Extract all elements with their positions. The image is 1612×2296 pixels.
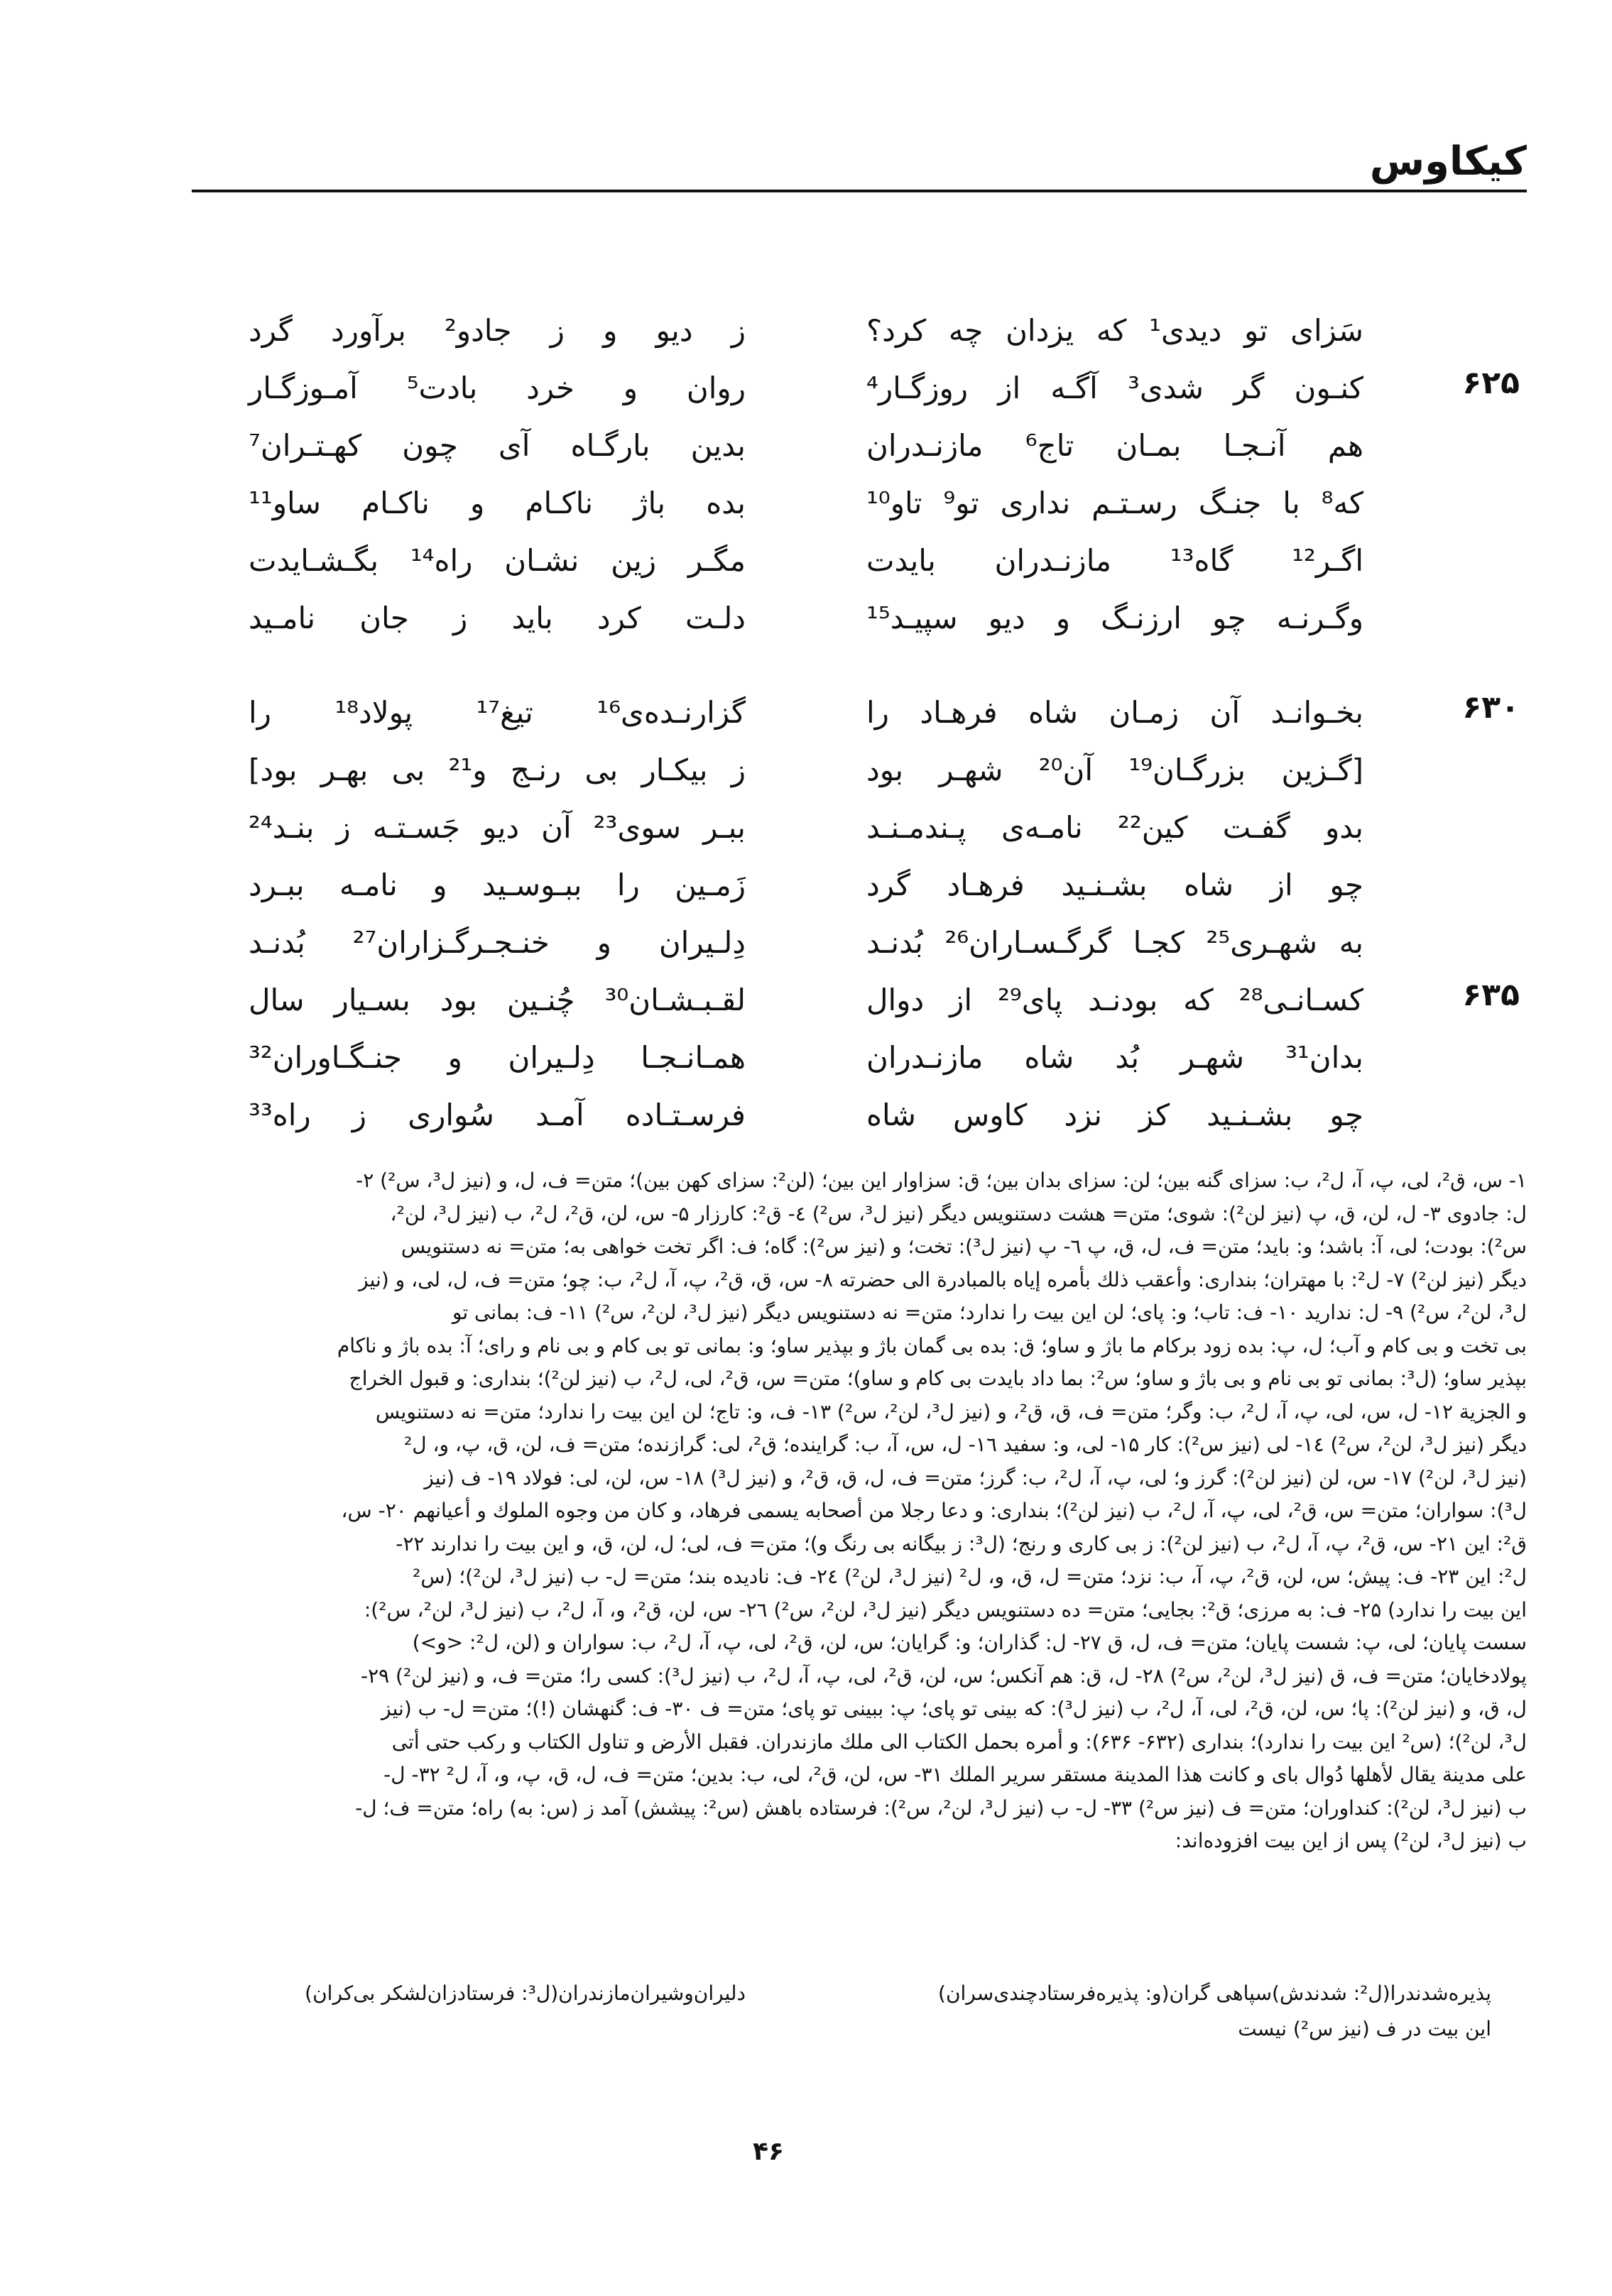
added-hemistich-first: پذیره‌شدندرا(ل²: شدندش)سپاهی گران(و: پذیره‌فرستادچندی‌سران): [938, 1981, 1491, 2005]
footnote-line: ل³، لن²)؛ (س² این بیت را ندارد)؛ بنداری (۶۳۲- ۶۳۶): و أمره بحمل الكتاب الى ملك مازندران. فقبل الأرض و تناول الكتاب و ركب حتی أتی: [391, 1729, 1527, 1754]
hemistich-first: سَزای تو دیدی¹ که یزدان چه کرد؟: [866, 313, 1363, 348]
hemistich-first: چو از شاه بشـنـید فرهـاد گرد: [866, 868, 1363, 902]
footnote-line: ل: جادوی ۳- ل، لن، ق، پ (نیز لن²): شوی؛ متن= هشت دستنویس دیگر (نیز ل³، س²) ٤- ق²: کارزار ۵- س، لن، ق²، ل²، ب (نیز ل³، لن²،: [390, 1201, 1527, 1225]
footnotes-apparatus: [92, 1164, 1527, 1858]
hemistich-second: بده باژ ناکـام و ناکـام ساو¹¹: [249, 486, 746, 520]
couplet: [213, 302, 1520, 359]
footnote-line: و الجزیة ۱۲- ل، س، لی، پ، آ، ل²، ب: وگر؛ متن= ف، ق، ق²، و (نیز ل³، لن²، س²) ۱۳- ف، و: تاج؛ لن این بیت را ندارد؛ متن= نه دستنویس: [375, 1399, 1527, 1423]
added-hemistich-second: دلیران‌وشیران‌مازندران(ل³: فرستادزان‌لشکر بی‌کران): [305, 1981, 746, 2005]
couplet: [213, 589, 1520, 647]
couplet: [213, 971, 1520, 1029]
couplet: [213, 914, 1520, 971]
couplet: [213, 474, 1520, 532]
couplet: [213, 856, 1520, 914]
hemistich-first: وگـرنـه چو ارزنـگ و دیو سپیـد¹⁵: [866, 601, 1363, 635]
footnote-line: ل³): سواران؛ متن= س، ق²، لی، پ، آ، ل²، ب (نیز لن²)؛ بنداری: و دعا رجلا من أصحابه یسمی فرهاد، و کان من وجوه الملوك و أعیانهم ۲۰- س،: [341, 1499, 1527, 1522]
footnote-line: ب (نیز ل³، لن²): کنداوران؛ متن= ف (نیز س²) ۳۳- ل- ب (نیز ل³، لن²، س²): فرستاده باهش (س²: پیشش) آمد ز (س: به) راه؛ متن= ف؛ ل-: [355, 1795, 1527, 1820]
footnote-line: (نیز ل³، لن²) ۱۷- س، لن (نیز لن²): گرز و؛ لی، پ، آ، ل²، ب: گرز؛ متن= ف، ل، ق، ق²، و (نیز ل³) ۱۸- س، لن، لی: فولاد ۱۹- ف (نیز: [424, 1465, 1527, 1489]
footnote-line: علی مدینة یقال لأهلها دُوال بای و كانت هذا المدینة مستقر سریر الملك ۳۱- س، لن، ق²، لی، ب: بدین؛ متن= ف، ل، ق، پ، و، آ، ل² ۳۲- ل-: [383, 1763, 1527, 1786]
hemistich-second: همـانـجـا دِلـیران و جنـگـاوران³²: [249, 1040, 746, 1075]
hemistich-second: زَمـین را ببـوسـید و نامـه ببـرد: [249, 868, 746, 902]
hemistich-second: ببـر سوی²³ آن دیو جَسـتـه ز بنـد²⁴: [249, 810, 746, 845]
couplet: [213, 417, 1520, 474]
verse-number: ۶۲۵: [1462, 365, 1520, 401]
stanza-2: [213, 684, 1520, 1144]
footnote-line: بی تخت و بی کام و آب؛ ل، پ: بده زود برکام ما باژ و ساو؛ ق: بده بی گمان باژ و بپذیر ساو؛ و: بمانی تو بی کام و بی نام و رای؛ آ: بده باژ و ناکام: [337, 1333, 1527, 1357]
verse-number: ۶۳۵: [1462, 977, 1520, 1013]
hemistich-second: دِلـیران و خنـجـرگـزاران²⁷ بُدنـد: [249, 925, 746, 960]
hemistich-first: چو بشـنـید کز نزد کاوس شاه: [866, 1098, 1363, 1132]
hemistich-first: به شهـری²⁵ کجـا گرگـسـاران²⁶ بُدنـد: [866, 925, 1363, 960]
couplet: [213, 359, 1520, 417]
hemistich-second: ز دیو و ز جادو² برآورد گرد: [249, 313, 746, 348]
footnote-line: س²): بودت؛ لی، آ: باشد؛ و: باید؛ متن= ف، ل، ق، پ ٦- پ (نیز ل³): تخت؛ و (نیز س²): گاه؛ ف: اگر تخت خواهی به؛ متن= نه دستنویس: [401, 1235, 1527, 1258]
hemistich-second: گزارنـده‌ی¹⁶ تیغ¹⁷ پولاد¹⁸ را: [249, 695, 746, 730]
hemistich-second: فرسـتـاده آمـد سُواری ز راه³³: [249, 1098, 746, 1132]
hemistich-first: بدو گفـت کین²² نامـه‌ی پـندمـنـد: [866, 810, 1363, 845]
hemistich-second: ز بیکـار بی رنـج و²¹ بی بهـر بود]: [249, 753, 746, 787]
footnote-line: ل³، لن²، س²) ۹- ل: ندارید ۱۰- ف: تاب؛ و: پای؛ لن این بیت را ندارد؛ متن= نه دستنویس دیگر (نیز ل³، لن²، س²) ۱۱- ف: بمانی تو: [452, 1301, 1527, 1324]
couplet: [213, 1086, 1520, 1144]
couplet: [213, 799, 1520, 856]
hemistich-second: لقـبـشـان³⁰ چُنـین بود بسـیار سال: [249, 983, 746, 1017]
footnote-line: دیگر (نیز ل³، لن²، س²) ١٤- لی (نیز س²): کار ۱۵- لی، و: سفید ١٦- ل، س، آ، ب: گراینده؛ ق²، لی: گرازنده؛ متن= ف، لن، ق، پ، و، ل²: [403, 1433, 1527, 1456]
couplet: [213, 1029, 1520, 1086]
hemistich-first: بخـوانـد آن زمـان شاه فرهـاد را: [866, 695, 1363, 730]
hemistich-first: بدان³¹ شهـر بُد شاه مازنـدران: [866, 1040, 1363, 1075]
added-couplet-note: این بیت در ف (نیز س²) نیست: [1238, 2017, 1491, 2040]
footnote-line: دیگر (نیز لن²) ۷- ل²: با مهتران؛ بنداری: وأعقب ذلك بأمره إياه بالمبادرة الى حضرته ۸- س، ق، ق²، پ، آ، ل²، ب: چو؛ متن= ف، ل، لی، و (نیز: [359, 1267, 1527, 1291]
footnote-line: پولادخایان؛ متن= ف، ق (نیز ل³، لن²، س²) ۲۸- ل، ق: هم آنکس؛ س، لن، ق²، لی، پ، آ، ل²، ب (نیز ل³): کسی را؛ متن= ف، و (نیز لن²) ۲۹-: [360, 1663, 1527, 1688]
couplet: [213, 684, 1520, 741]
footnote-line: ل²: این ۲۳- ف: پیش؛ س، لن، ق²، پ، آ، ب: نزد؛ متن= ل، ق، و، ل² (نیز ل³، لن²) ٢٤- ف: نادیده بند؛ متن= ل- ب (نیز ل³، لن²)؛ (س²: [413, 1565, 1527, 1588]
footnote-line: این بیت را ندارد) ۲۵- ف: به مرزی؛ ق²: بجایی؛ متن= ده دستنویس دیگر (نیز ل³، لن²، س²) ٢٦- س، لن، ق²، و، آ، ل²، ب (نیز ل³، لن²، س²):: [364, 1597, 1527, 1622]
footnote-line: ۱- س، ق²، لی، پ، آ، ل²، ب: سزای گنه بین؛ لن: سزای بدان بین؛ ق: سزاوار این بین؛ (لن²: سزای کهن بین)؛ متن= ف، ل، و (نیز ل³، س²) ۲-: [356, 1169, 1527, 1192]
stanza-1: [213, 302, 1520, 647]
footnote-line: ق²: این ۲۱- س، ق²، پ، آ، ل²، ب (نیز لن²): ز بی کاری و رنج؛ (ل³: ز بیگانه بی رنگ و)؛ متن= ف، لی؛ ل، لن، ق، و این بیت را ندارند ۲۲-: [396, 1531, 1527, 1556]
header-divider: [192, 190, 1527, 192]
couplet: [213, 741, 1520, 799]
footnote-line: بپذیر ساو؛ (ل³: بمانی تو بی نام و بی باژ و ساو؛ س²: بما داد بایدت بی کام و ساو)؛ متن= س، ق²، لی، ل²، ب (نیز لن²)؛ بنداری: و قبول الخراج: [349, 1367, 1527, 1390]
verse-number: ۶۳۰: [1462, 689, 1520, 726]
page-number: ۴۶: [753, 2137, 784, 2166]
couplet: [213, 532, 1520, 589]
page-header-title: کیکاوس: [1369, 138, 1527, 185]
hemistich-second: دلـت کرد باید ز جان نامـید: [249, 601, 746, 635]
hemistich-first: کسـانـی²⁸ که بودنـد پای²⁹ از دوال: [866, 983, 1363, 1017]
poem-body: [213, 302, 1520, 1181]
footnote-line: سست پایان؛ لی، پ: شست پایان؛ متن= ف، ل، ق ۲۷- ل: گذاران؛ و: گرایان؛ س، لن، ق²، لی، پ، آ، ل²، ب: سواران و (لن، ل²: <و>): [412, 1631, 1527, 1654]
hemistich-first: کنـون گر شدی³ آگـه از روزگـار⁴: [866, 371, 1363, 405]
hemistich-second: مگـر زین نشـان راه¹⁴ بگـشـایدت: [249, 543, 746, 578]
hemistich-first: هم آنـجـا بمـان تاج⁶ مازنـدران: [866, 428, 1364, 463]
footnote-line: ل، ق، و (نیز لن²): پا؛ س، لن، ق²، لی، آ، ل²، ب (نیز ل³): که بینی تو پای؛ پ: ببینی تو پای؛ متن= ف ۳۰- ف: گنهشان (!)؛ متن= ل- ب (نیز: [381, 1697, 1527, 1720]
hemistich-second: بدین بارگـاه آی چون کهـتـران⁷: [249, 428, 746, 463]
hemistich-second: روان و خرد بادت⁵ آمـوزگـار: [249, 371, 746, 405]
hemistich-first: اگـر¹² گاه¹³ مازنـدران بایدت: [866, 543, 1364, 578]
hemistich-first: که⁸ با جنـگ رسـتـم نداری تو⁹ تاو¹⁰: [866, 486, 1363, 520]
hemistich-first: [گـزین بزرگـان¹⁹ آن²⁰ شهـر بود: [866, 753, 1363, 787]
footnote-line: ب (نیز ل³، لن²) پس از این بیت افزوده‌اند:: [1175, 1829, 1527, 1852]
